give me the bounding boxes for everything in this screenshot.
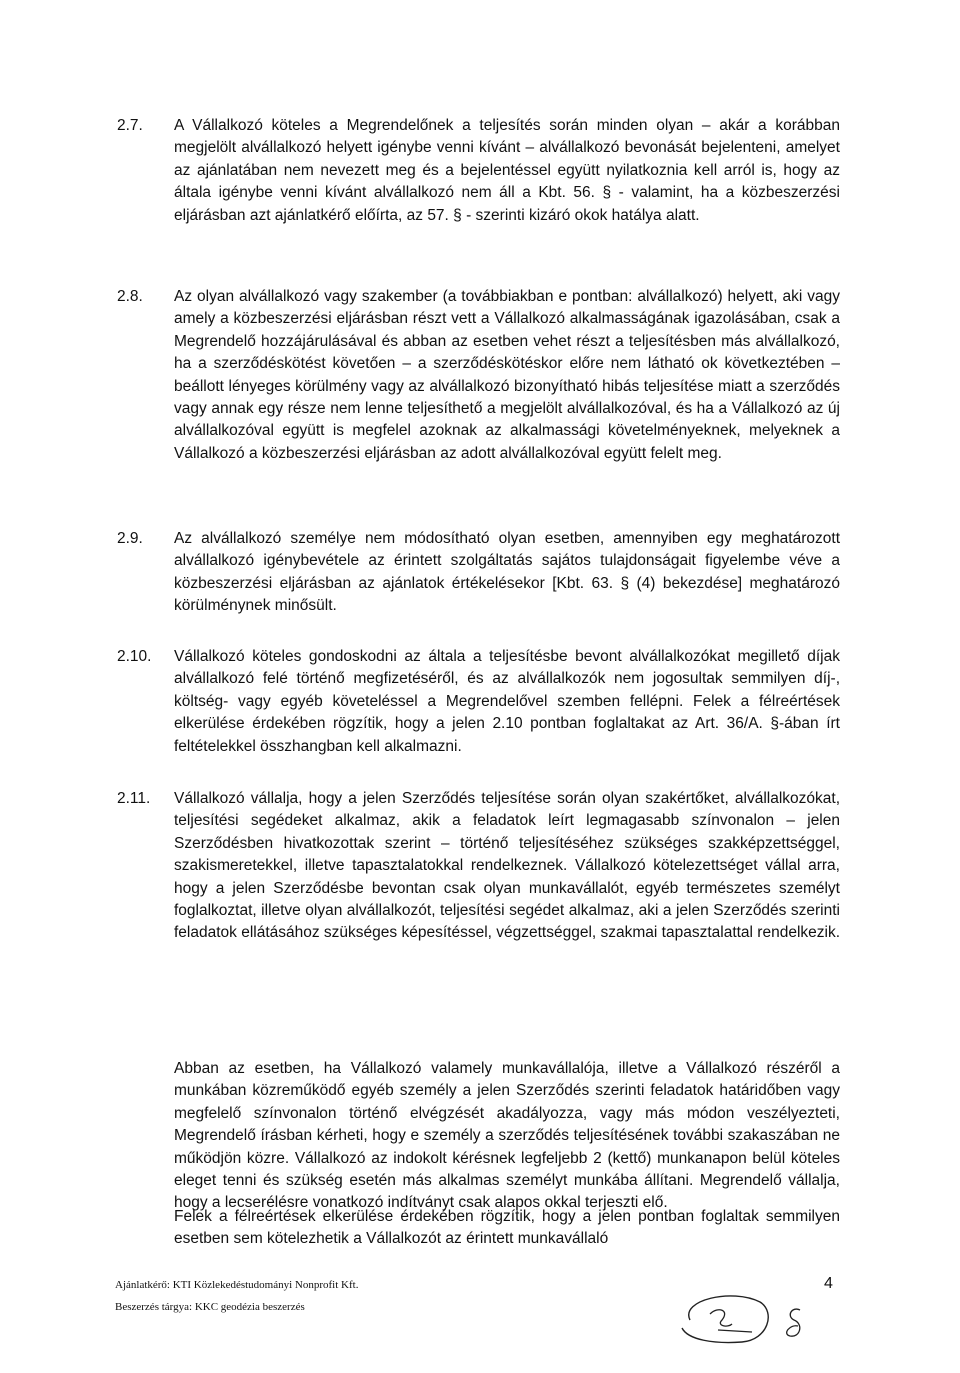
page-number: 4 <box>824 1275 833 1292</box>
clause-paragraph: Vállalkozó vállalja, hogy a jelen Szerződés teljesítése során olyan szakértőket, alvállalkozókat, teljesítési segédeket alkalmaz, akik a feladatok leírt legmagasabb színvonalon – jelen Szerződésben hivatkozottak szerint – történő teljesítéséhez szükséges szakképzettséggel, szakismeretekkel, illetve tapasztalatokkal rendelkeznek. Vállalkozó kötelezettséget vállal arra, hogy a jelen Szerződésbe bevontan csak olyan munkavállalót, egyéb természetes személyt foglalkoztat, illetve olyan alvállalkozót, teljesítési segédet alkalmaz, aki a jelen Szerződés szerinti feladatok ellátásához szükséges képesítéssel, végzettséggel, szakmai tapasztalattal rendelkezik. <box>174 790 841 942</box>
clause-paragraph: Vállalkozó köteles gondoskodni az általa a teljesítésbe bevont alvállalkozókat megillető díjak alvállalkozó felé történő megfizetéséről, és az alvállalkozók nem jogosultak semmilyen díj-, költség- vagy egyéb követeléssel a Megrendelővel szemben fellépni. Felek a félreértések elkerülése érdekében rögzítik, hogy a jelen 2.10 pontban foglaltakat az Art. 36/A. §-ában írt feltételekkel összhangban kell alkalmazni. <box>174 648 840 755</box>
clause-paragraph: Az alvállalkozó személye nem módosítható olyan esetben, amennyiben egy meghatározott alvállalkozó igénybevétele az érintett szolgáltatás sajátos tulajdonságait figyelembe véve a közbeszerzési eljárásban az ajánlatok értékelésekor [Kbt. 63. § (4) bekezdése] meghatározó körülménynek minősült. <box>174 530 840 615</box>
clause-paragraph: A Vállalkozó köteles a Megrendelőnek a teljesítés során minden olyan – akár a korábban megjelölt alvállalkozó helyett igénybe venni kívánt – alvállalkozó bevonását bejelenteni, amelyet az ajánlatában nem nevezett meg és a bejelentéssel együtt nyilatkoznia kell arról is, hogy az általa igénybe venni kívánt alvállalkozó nem áll a Kbt. 56. § - valamint, ha a közbeszerzési eljárásban azt ajánlatkérő előírta, az 57. § - szerinti kizáró okok hatálya alatt. <box>174 117 840 224</box>
handwritten-initials-signature <box>672 1280 822 1360</box>
clause-number: 2.10. <box>117 648 152 665</box>
clause-paragraph: Felek a félreértések elkerülése érdekében rögzítik, hogy a jelen pontban foglaltak semmilyen esetben sem kötelezhetik a Vállalkozót az érintett munkavállaló <box>174 1208 840 1248</box>
clause-number: 2.8. <box>117 288 143 305</box>
clause-number: 2.11. <box>117 790 151 807</box>
clause-number: 2.9. <box>117 530 143 547</box>
clause-paragraph: Az olyan alvállalkozó vagy szakember (a továbbiakban e pontban: alvállalkozó) helyett, aki vagy amely a közbeszerzési eljárásban részt vett a Vállalkozó alkalmasságának igazolásában, csak a Megrendelő hozzájárulásával és abban az esetben vehet részt a teljesítésben más alvállalkozó, ha a szerződéskötést követően – a szerződéskötéskor előre nem látható ok következtében – beállott lényeges körülmény vagy az alvállalkozó bizonyítható hibás teljesítése miatt a szerződés vagy annak egy része nem lenne teljesíthető a megjelölt alvállalkozóval, és ha a Vállalkozó az új alvállalkozóval együtt is megfelel azoknak az alkalmassági követelményeknek, melyeknek a Vállalkozó a közbeszerzési eljárásban az adott alvállalkozóval együtt felelt meg. <box>174 288 840 462</box>
footer-subject: Beszerzés tárgya: KKC geodézia beszerzés <box>115 1301 305 1313</box>
clause-number: 2.7. <box>117 117 143 134</box>
clause-paragraph: Abban az esetben, ha Vállalkozó valamely munkavállalója, illetve a Vállalkozó részéről a munkában közreműködő egyéb személy a jelen Szerződés szerinti feladatok határidőben vagy megfelelő színvonalon történő elvégzését akadályozza, vagy más módon veszélyezteti, Megrendelő írásban kérheti, hogy e személy a szerződés teljesítésének további szakaszában ne működjön közre. Vállalkozó az indokolt kérésnek legfeljebb 2 (kettő) munkanapon belül köteles eleget tenni és szükség esetén más alkalmas személyt munkába állítani. Megrendelő vállalja, hogy a lecserélésre vonatkozó indítványt csak alapos okkal terjeszti elő. <box>174 1060 840 1212</box>
footer-requester: Ajánlatkérő: KTI Közlekedéstudományi Nonprofit Kft. <box>115 1279 359 1291</box>
